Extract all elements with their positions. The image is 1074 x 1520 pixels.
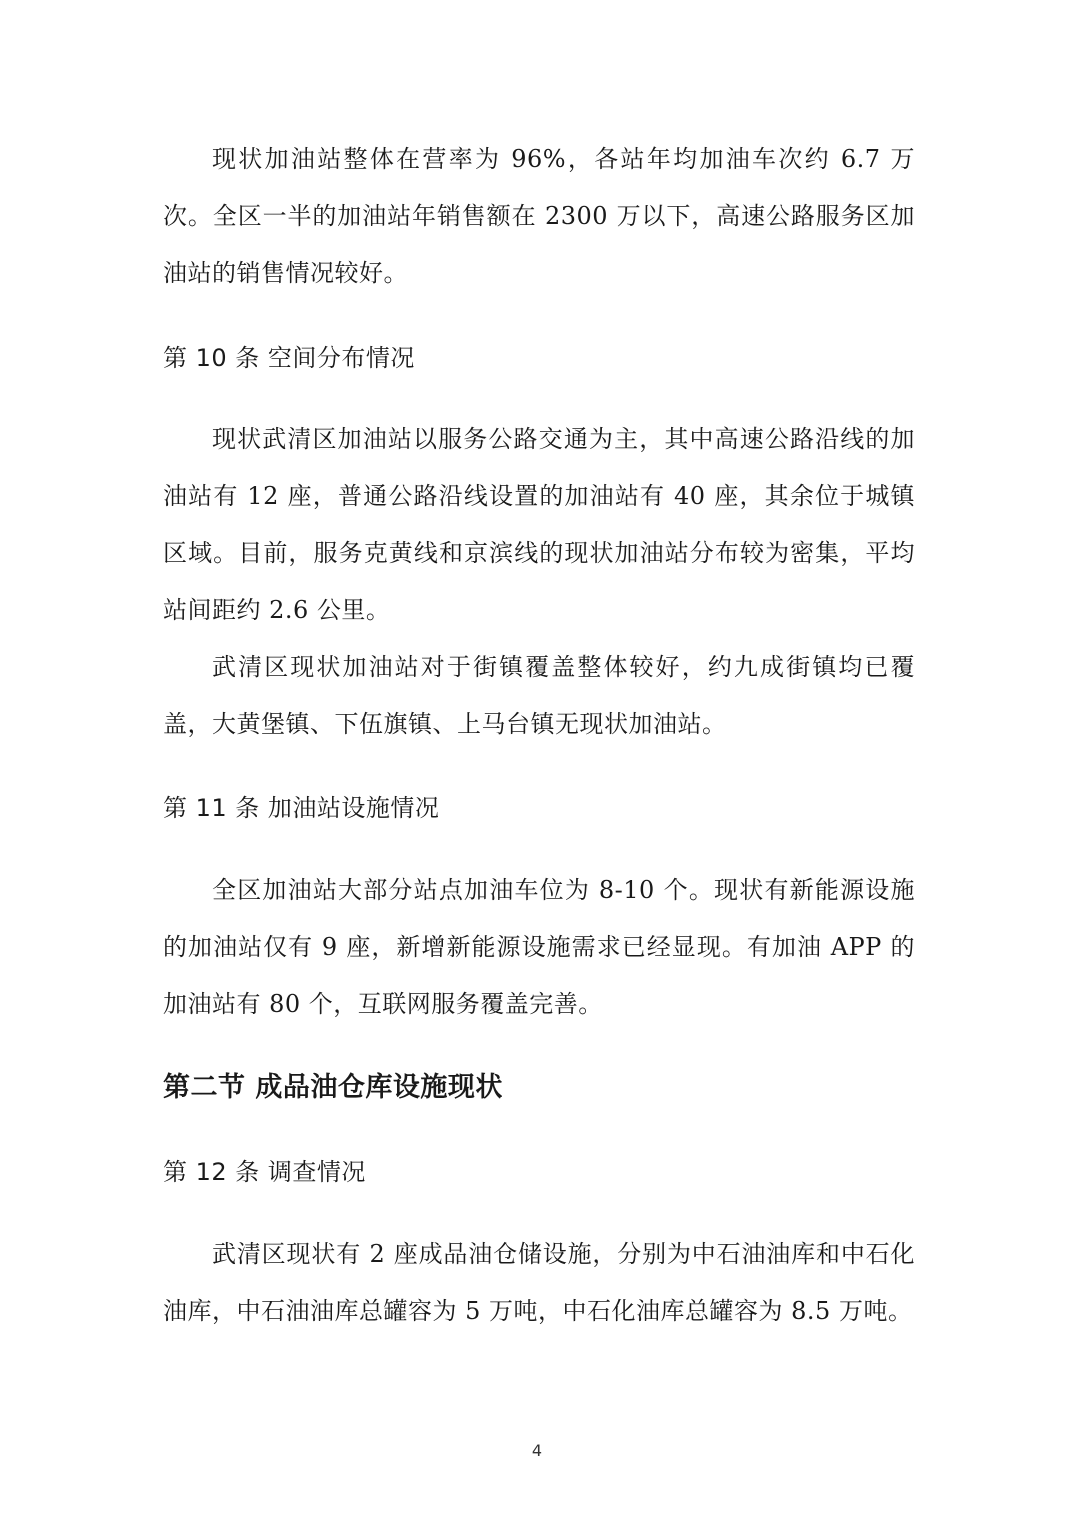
paragraph-station-facilities: 全区加油站大部分站点加油车位为 8-10 个。现状有新能源设施的加油站仅有 9 座，新增新能源设施需求已经显现。有加油 APP 的加油站有 80 个，互联网服务覆盖完善。 <box>163 876 915 1018</box>
paragraph-oil-depots: 武清区现状有 2 座成品油仓储设施，分别为中石油油库和中石化油库，中石油油库总罐容为 5 万吨，中石化油库总罐容为 8.5 万吨。 <box>163 1240 915 1325</box>
heading-article-12: 第 12 条 调查情况 <box>163 1158 366 1186</box>
paragraph-operating-rate: 现状加油站整体在营率为 96%，各站年均加油车次约 6.7 万次。全区一半的加油站年销售额在 2300 万以下，高速公路服务区加油站的销售情况较好。 <box>163 145 915 287</box>
heading-article-11: 第 11 条 加油站设施情况 <box>163 794 440 822</box>
page-number: 4 <box>531 1441 543 1460</box>
paragraph-town-coverage: 武清区现状加油站对于街镇覆盖整体较好，约九成街镇均已覆盖，大黄堡镇、下伍旗镇、上马台镇无现状加油站。 <box>163 653 915 738</box>
paragraph-spatial-distribution: 现状武清区加油站以服务公路交通为主，其中高速公路沿线的加油站有 12 座，普通公路沿线设置的加油站有 40 座，其余位于城镇区域。目前，服务克黄线和京滨线的现状加油站分布较为密集，平均站间距约 2.6 公里。 <box>163 425 915 624</box>
section-title-2: 第二节 成品油仓库设施现状 <box>163 1072 503 1103</box>
heading-article-10: 第 10 条 空间分布情况 <box>163 344 415 372</box>
